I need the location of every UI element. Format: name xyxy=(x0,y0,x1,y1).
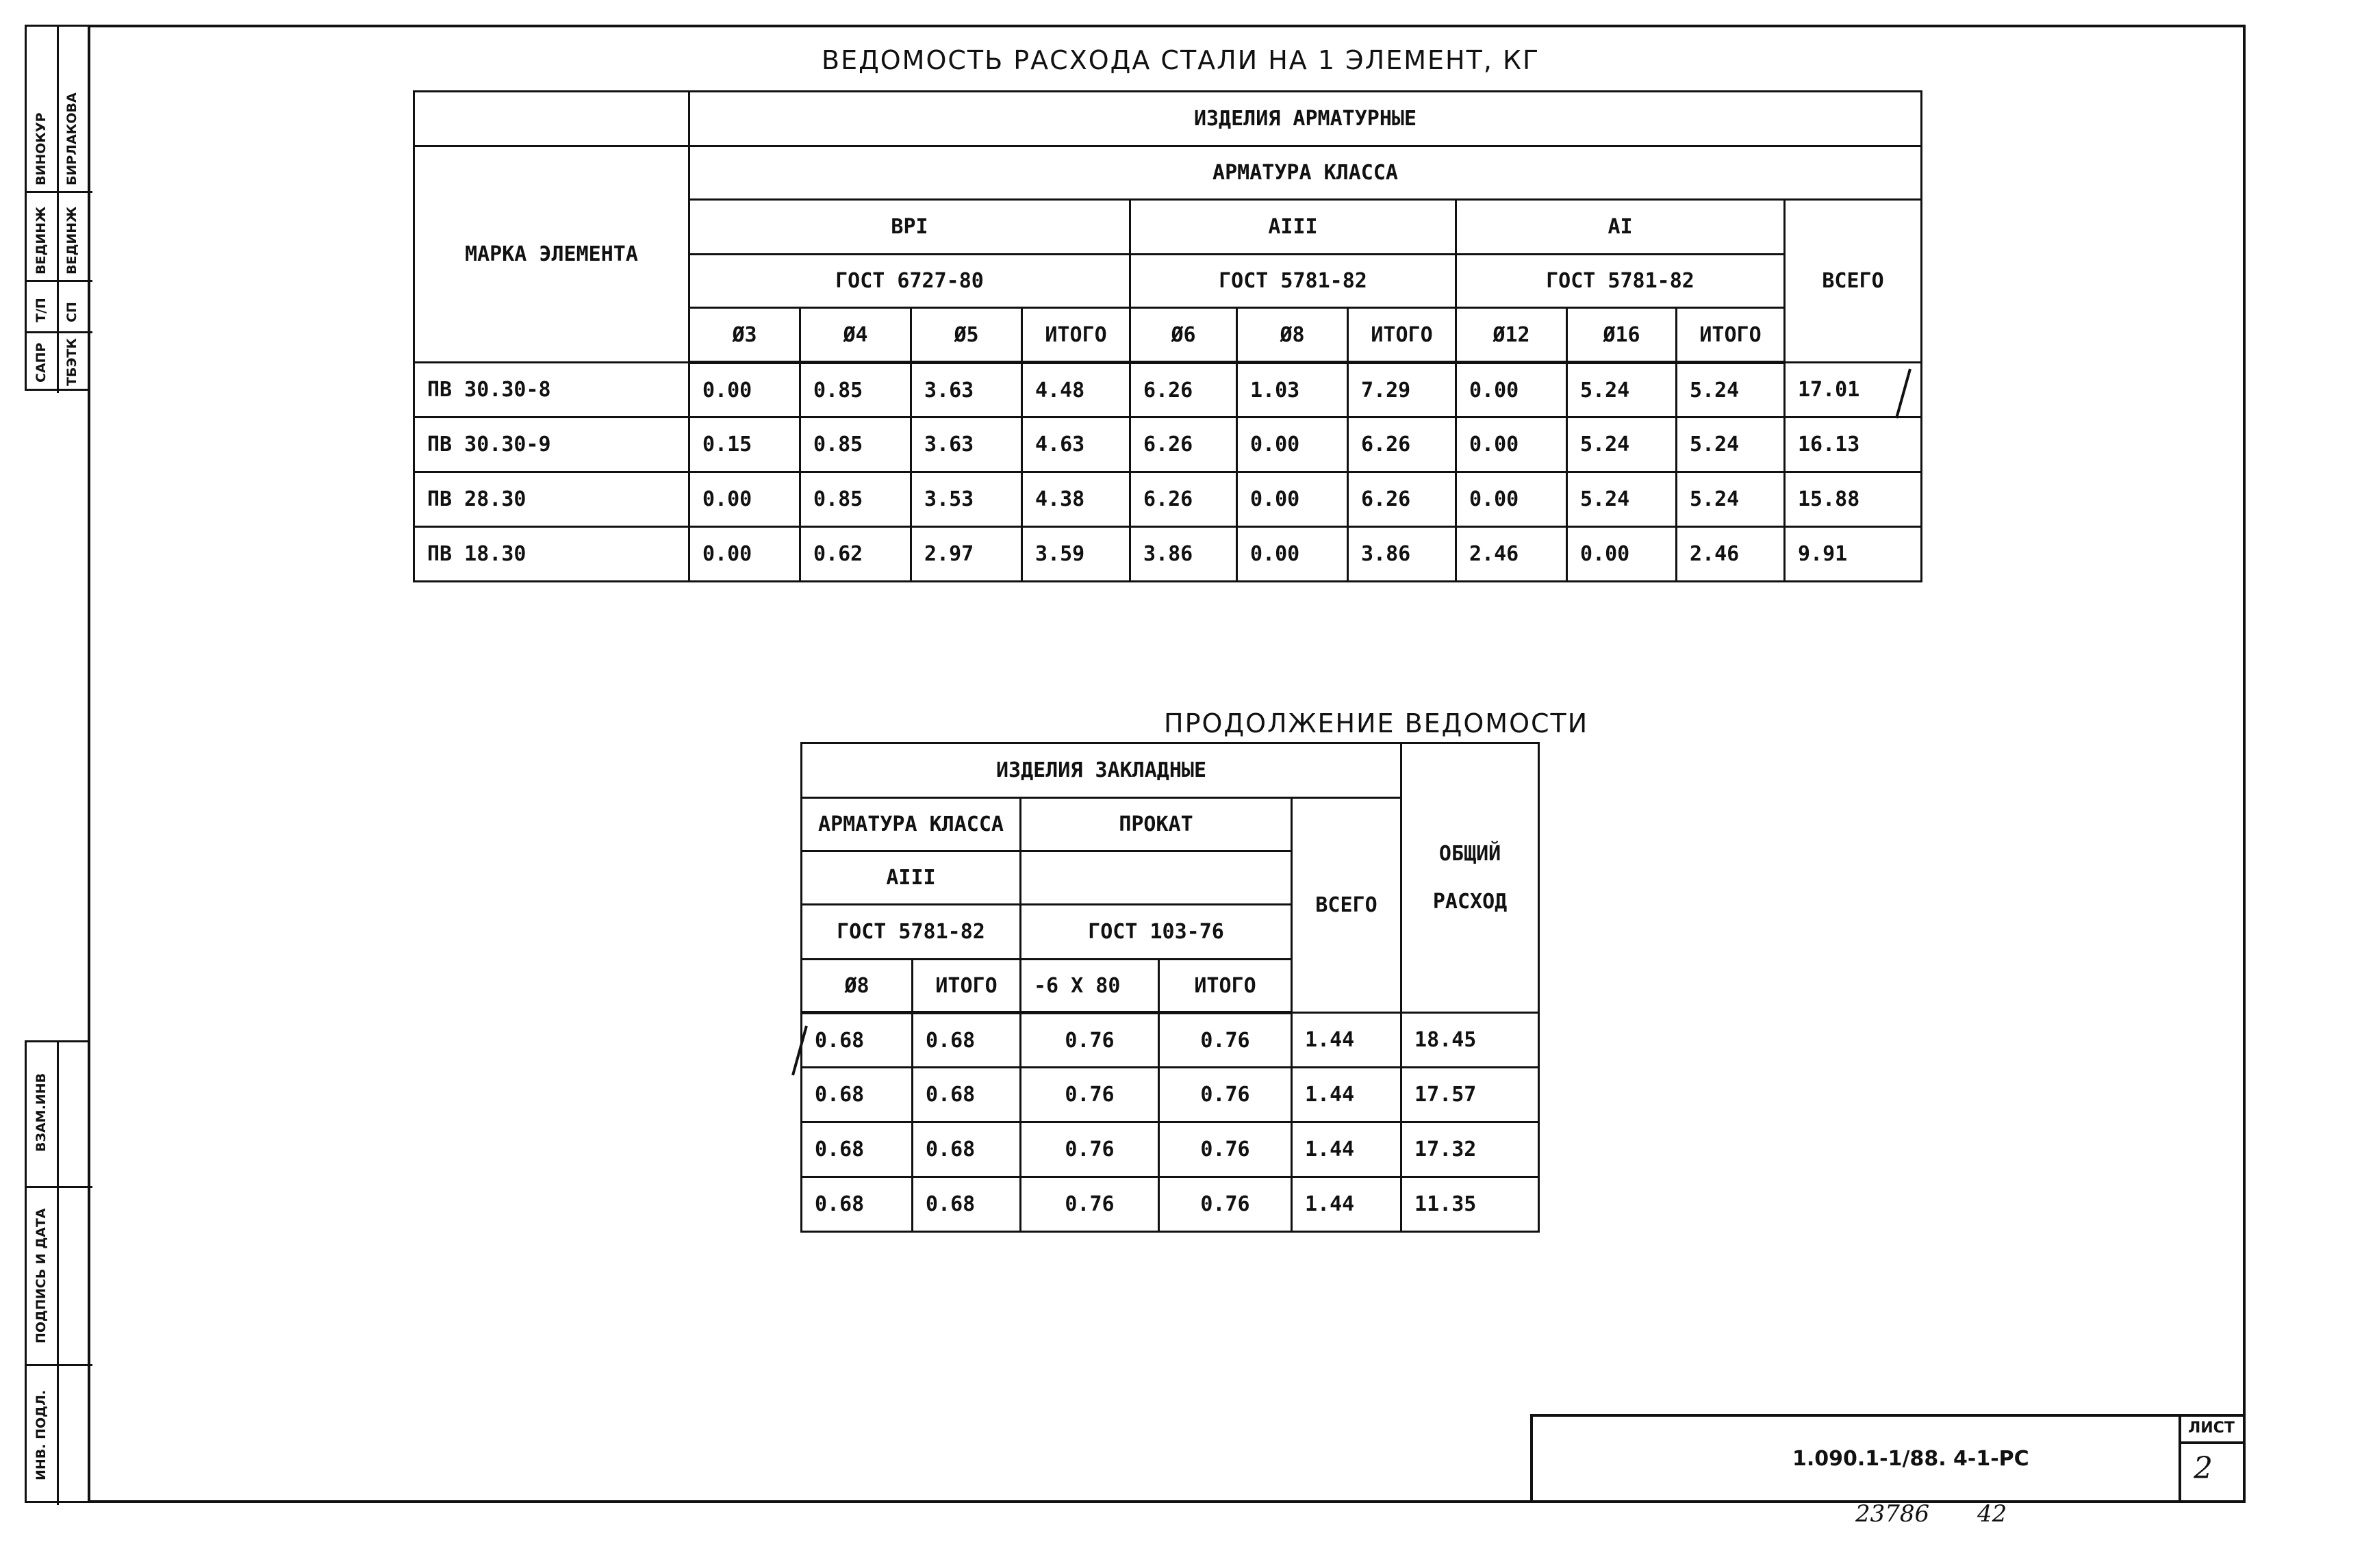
value-cell: 0.76 xyxy=(1159,1068,1292,1122)
value-cell: 0.68 xyxy=(802,1177,913,1232)
table-row xyxy=(802,1177,1539,1232)
value-cell: 5.24 xyxy=(1677,363,1785,417)
rolled-header: ПРОКАТ xyxy=(1021,798,1292,851)
value-cell: 0.68 xyxy=(802,1013,913,1068)
value-cell: 4.38 xyxy=(1022,472,1130,527)
subheader-cell: Ø12 xyxy=(1456,308,1567,363)
check-mark-icon xyxy=(786,1023,813,1078)
value-cell: 0.76 xyxy=(1021,1013,1159,1068)
value-cell: 3.53 xyxy=(911,472,1022,527)
value-cell: 4.63 xyxy=(1022,417,1130,472)
frame-top-border xyxy=(88,25,2246,27)
overall-cell: 11.35 xyxy=(1401,1177,1539,1232)
value-cell: 0.00 xyxy=(1567,527,1677,582)
total-cell: 1.44 xyxy=(1292,1013,1401,1068)
gost-header-a3: ГОСТ 5781-82 xyxy=(1130,255,1456,308)
gost-header-a1: ГОСТ 5781-82 xyxy=(1456,255,1785,308)
value-cell: 1.03 xyxy=(1237,363,1348,417)
mark-cell: ПВ 18.30 xyxy=(414,527,689,582)
value-cell: 0.00 xyxy=(1237,417,1348,472)
value-cell: 0.76 xyxy=(1159,1177,1292,1232)
subheader-cell: ИТОГО xyxy=(1022,308,1130,363)
table-row xyxy=(414,363,1922,417)
value-cell: 5.24 xyxy=(1677,417,1785,472)
value-cell: 3.63 xyxy=(911,363,1022,417)
total-cell: 1.44 xyxy=(1292,1122,1401,1177)
steel-consumption-table xyxy=(413,90,1922,582)
subheader-cell: -6 Х 80 xyxy=(1021,960,1159,1013)
value-cell: 3.59 xyxy=(1022,527,1130,582)
frame-right-border xyxy=(2243,25,2246,1503)
margin-stamp-col1-1: Т/П xyxy=(34,298,49,322)
value-cell: 0.68 xyxy=(802,1122,913,1177)
total-cell: 1.44 xyxy=(1292,1177,1401,1232)
value-cell: 0.85 xyxy=(800,363,911,417)
value-cell: 7.29 xyxy=(1348,363,1456,417)
overall-header-line2: РАСХОД xyxy=(1432,890,1508,914)
overall-cell: 18.45 xyxy=(1401,1013,1539,1068)
continuation-table xyxy=(800,742,1540,1233)
margin-stamp-lower-1: ПОДПИСЬ И ДАТА xyxy=(34,1208,49,1344)
value-cell: 5.24 xyxy=(1567,472,1677,527)
gost-rebar: ГОСТ 5781-82 xyxy=(802,905,1021,960)
total-cell: 15.88 xyxy=(1785,472,1922,527)
value-cell: 0.68 xyxy=(913,1122,1021,1177)
value-cell: 0.68 xyxy=(913,1013,1021,1068)
class-header-a3: АIII xyxy=(1130,200,1456,255)
mark-cell: ПВ 28.30 xyxy=(414,472,689,527)
value-cell: 0.85 xyxy=(800,472,911,527)
total-cell: 9.91 xyxy=(1785,527,1922,582)
products-header: ИЗДЕЛИЯ АРМАТУРНЫЕ xyxy=(689,92,1922,146)
subheader-cell: Ø16 xyxy=(1567,308,1677,363)
margin-stamp-lower xyxy=(25,1040,90,1503)
value-cell: 3.86 xyxy=(1348,527,1456,582)
value-cell: 0.62 xyxy=(800,527,911,582)
value-cell: 6.26 xyxy=(1348,472,1456,527)
value-cell: 0.15 xyxy=(689,417,800,472)
mark-cell: ПВ 30.30-9 xyxy=(414,417,689,472)
margin-stamp-col2-1: СП xyxy=(64,302,79,322)
subheader-cell: ИТОГО xyxy=(1348,308,1456,363)
overall-header-line1: ОБЩИЙ xyxy=(1438,842,1501,866)
embedded-header: ИЗДЕЛИЯ ЗАКЛАДНЫЕ xyxy=(802,743,1401,798)
value-cell: 0.68 xyxy=(913,1068,1021,1122)
rebar-class-header: АРМАТУРА КЛАССА xyxy=(689,146,1922,200)
margin-stamp-col2-2: ВЕДИНЖ xyxy=(64,206,79,274)
class-header-vr1: ВРI xyxy=(689,200,1130,255)
value-cell: 4.48 xyxy=(1022,363,1130,417)
margin-stamp-col2-0: ТБЭТК xyxy=(64,338,79,386)
table-row xyxy=(414,472,1922,527)
handwritten-number: 42 xyxy=(1977,1500,2007,1528)
subheader-cell: Ø4 xyxy=(800,308,911,363)
subheader-cell: Ø6 xyxy=(1130,308,1237,363)
value-cell: 2.97 xyxy=(911,527,1022,582)
continuation-title: ПРОДОЛЖЕНИЕ ВЕДОМОСТИ xyxy=(1164,708,1589,738)
inventory-number: 23786 xyxy=(1855,1500,1930,1528)
value-cell: 5.24 xyxy=(1567,417,1677,472)
subheader-cell: Ø8 xyxy=(1237,308,1348,363)
value-cell: 0.76 xyxy=(1021,1177,1159,1232)
value-cell: 0.00 xyxy=(689,472,800,527)
total-cell: 16.13 xyxy=(1785,417,1922,472)
table-row xyxy=(802,1068,1539,1122)
value-cell: 0.00 xyxy=(689,527,800,582)
subheader-cell: Ø3 xyxy=(689,308,800,363)
table-row xyxy=(414,417,1922,472)
gost-rolled: ГОСТ 103-76 xyxy=(1021,905,1292,960)
sheet-number: 2 xyxy=(2194,1451,2213,1486)
subheader-cell: ИТОГО xyxy=(1677,308,1785,363)
value-cell: 0.68 xyxy=(913,1177,1021,1232)
table-row xyxy=(802,1013,1539,1068)
value-cell: 3.63 xyxy=(911,417,1022,472)
value-cell: 0.76 xyxy=(1159,1013,1292,1068)
value-cell: 0.85 xyxy=(800,417,911,472)
sheet-box-divider xyxy=(2179,1441,2246,1444)
value-cell: 2.46 xyxy=(1456,527,1567,582)
gost-header-vr1: ГОСТ 6727-80 xyxy=(689,255,1130,308)
overall-cell: 17.32 xyxy=(1401,1122,1539,1177)
table-row xyxy=(802,1122,1539,1177)
total-header: ВСЕГО xyxy=(1785,200,1922,363)
margin-stamp-col2-3: БИРЛАКОВА xyxy=(64,92,79,185)
margin-stamp-lower-0: ВЗАМ.ИНВ xyxy=(34,1072,49,1152)
subheader-cell: Ø5 xyxy=(911,308,1022,363)
rolled-class-blank xyxy=(1021,851,1292,905)
sheet-label: ЛИСТ xyxy=(2188,1419,2235,1437)
margin-stamp-upper xyxy=(25,25,90,391)
rebar-class-header: АРМАТУРА КЛАССА xyxy=(802,798,1021,851)
blank-corner-cell xyxy=(414,92,689,146)
margin-stamp-col1-2: ВЕДИНЖ xyxy=(34,206,49,274)
value-cell: 0.00 xyxy=(1237,527,1348,582)
total-cell: 1.44 xyxy=(1292,1068,1401,1122)
class-value: АIII xyxy=(802,851,1021,905)
total-header: ВСЕГО xyxy=(1292,798,1401,1013)
value-cell: 6.26 xyxy=(1130,363,1237,417)
value-cell: 0.76 xyxy=(1021,1122,1159,1177)
margin-stamp-col1-3: ВИНОКУР xyxy=(34,112,49,185)
value-cell: 6.26 xyxy=(1348,417,1456,472)
value-cell: 0.68 xyxy=(802,1068,913,1122)
value-cell: 6.26 xyxy=(1130,417,1237,472)
overall-cell: 17.57 xyxy=(1401,1068,1539,1122)
margin-stamp-lower-2: ИНВ. ПОДЛ. xyxy=(34,1389,49,1480)
value-cell: 6.26 xyxy=(1130,472,1237,527)
margin-stamp-col1-0: САПР xyxy=(34,342,49,383)
value-cell: 0.76 xyxy=(1021,1068,1159,1122)
value-cell: 0.76 xyxy=(1159,1122,1292,1177)
table-row xyxy=(414,527,1922,582)
value-cell: 0.00 xyxy=(1456,417,1567,472)
value-cell: 3.86 xyxy=(1130,527,1237,582)
value-cell: 5.24 xyxy=(1567,363,1677,417)
value-cell: 5.24 xyxy=(1677,472,1785,527)
subheader-cell: Ø8 xyxy=(802,960,913,1013)
value-cell: 0.00 xyxy=(1237,472,1348,527)
document-code: 1.090.1-1/88. 4-1-РС xyxy=(1792,1447,2029,1471)
value-cell: 2.46 xyxy=(1677,527,1785,582)
total-cell: 17.01 xyxy=(1785,363,1922,417)
subheader-cell: ИТОГО xyxy=(913,960,1021,1013)
overall-header xyxy=(1401,743,1539,1013)
value-cell: 0.00 xyxy=(689,363,800,417)
mark-header: МАРКА ЭЛЕМЕНТА xyxy=(414,146,689,363)
page-title: ВЕДОМОСТЬ РАСХОДА СТАЛИ НА 1 ЭЛЕМЕНТ, КГ xyxy=(822,45,1540,75)
subheader-cell: ИТОГО xyxy=(1159,960,1292,1013)
value-cell: 0.00 xyxy=(1456,363,1567,417)
check-mark-icon xyxy=(1890,366,1917,421)
value-cell: 0.00 xyxy=(1456,472,1567,527)
class-header-a1: АI xyxy=(1456,200,1785,255)
mark-cell: ПВ 30.30-8 xyxy=(414,363,689,417)
